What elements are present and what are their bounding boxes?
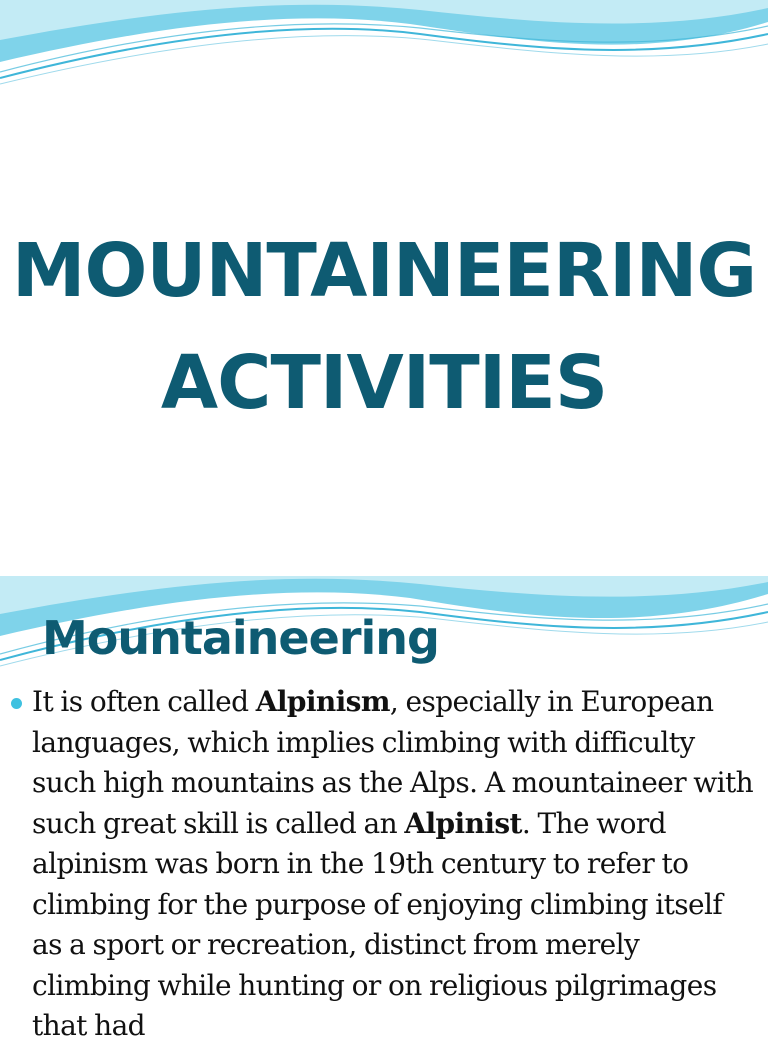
list-item	[0, 682, 768, 1047]
wave-banner-top	[0, 0, 768, 100]
bullet-text	[32, 685, 753, 1042]
title-line-1: MOUNTAINEERING	[11, 228, 757, 314]
bold-term-alpinism: Alpinism	[255, 685, 390, 718]
content-slide	[0, 576, 768, 1042]
bullet-dot-icon	[11, 698, 22, 709]
text-segment: . The word alpinism was born in the 19th century to refer to climbing for the purpose of enjoying climbing itself as a sport or recreation, distinct from merely climbing while hunting or on religious pilgrimages that had	[32, 806, 723, 1042]
slide-divider	[0, 560, 768, 576]
slide-heading: Mountaineering	[42, 611, 439, 665]
page-title	[0, 215, 768, 439]
bold-term-alpinist: Alpinist	[404, 806, 522, 840]
title-line-2: ACTIVITIES	[160, 340, 608, 426]
text-segment: It is often called	[32, 685, 256, 718]
text-segment: , especially in European languages, which implies climbing with difficulty such high mountains as the Alps. A mountaineer with such great skill is called an	[32, 685, 754, 840]
bullet-list	[0, 682, 768, 1047]
